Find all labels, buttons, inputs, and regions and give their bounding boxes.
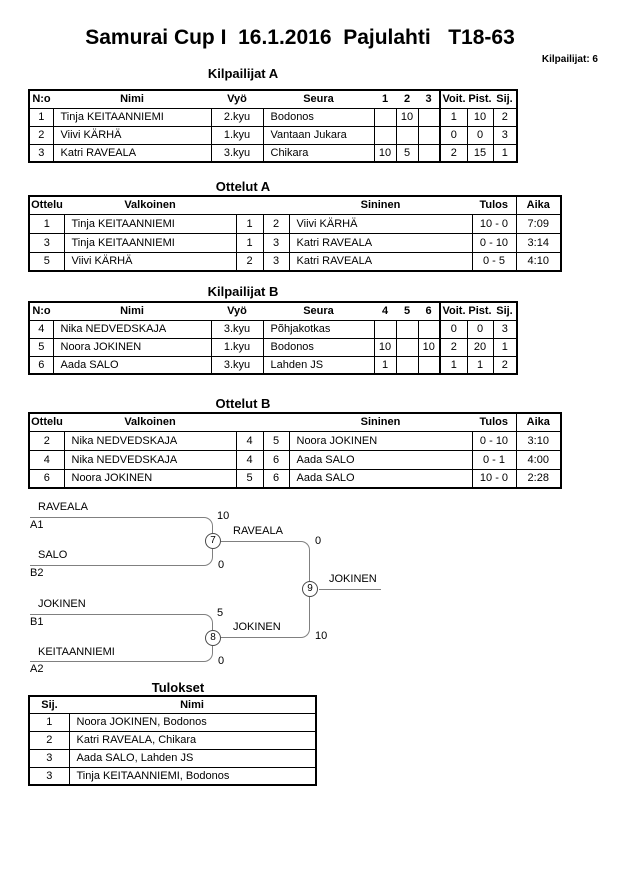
col-header-aika: Aika: [516, 413, 561, 431]
cell-nimi: Tinja KEITAANNIEMI: [53, 108, 211, 126]
cell-white-name: Noora JOKINEN: [64, 469, 236, 488]
cell-match-no: 3: [29, 233, 64, 252]
cell-blue-no: 2: [263, 214, 289, 233]
bracket-score: 0: [315, 535, 322, 547]
col-header-ottelu: Ottelu: [29, 196, 64, 214]
header-row: [29, 413, 561, 431]
cell-sij: 1: [493, 338, 517, 356]
cell-seura: Põhjakotkas: [263, 320, 374, 338]
cell-sij: 1: [493, 144, 517, 162]
table-row: [29, 356, 517, 374]
cell-result: 10 - 0: [472, 214, 516, 233]
col-header-empty: [236, 196, 263, 214]
cell-vyo: 1.kyu: [211, 338, 263, 356]
bracket-champion-name: JOKINEN: [329, 573, 377, 585]
col-header-empty: [263, 196, 289, 214]
section-heading-ottelut-b: Ottelut B: [215, 396, 271, 411]
cell-vyo: 3.kyu: [211, 356, 263, 374]
header-row: [29, 90, 517, 108]
match-number-circle: 8: [205, 630, 221, 646]
table-row: [29, 252, 561, 271]
bracket-score: 10: [217, 510, 230, 522]
cell-white-name: Tinja KEITAANNIEMI: [64, 214, 236, 233]
col-header-vyo: Vyö: [211, 302, 263, 320]
cell-nimi: Aada SALO: [53, 356, 211, 374]
cell-result: 0 - 10: [472, 431, 516, 450]
cell-match-no: 6: [29, 469, 64, 488]
col-header-tulos: Tulos: [472, 413, 516, 431]
cell-blue-no: 5: [263, 431, 289, 450]
col-header-ottelu: Ottelu: [29, 413, 64, 431]
cell-no: 1: [29, 108, 53, 126]
col-header-voit: Voit.: [440, 90, 467, 108]
cell-time: 4:10: [516, 252, 561, 271]
cell-r1: [374, 126, 396, 144]
col-header-r6: 6: [418, 302, 440, 320]
header-row: [29, 196, 561, 214]
cell-nimi: Nika NEDVEDSKAJA: [53, 320, 211, 338]
cell-r2: 5: [396, 144, 418, 162]
cell-vyo: 2.kyu: [211, 108, 263, 126]
bracket-winner-line: [221, 541, 310, 590]
cell-sij: 3: [29, 767, 69, 785]
cell-voit: 2: [440, 144, 467, 162]
page-title: Samurai Cup I 16.1.2016 Pajulahti T18-63: [85, 26, 515, 49]
cell-r5: [396, 356, 418, 374]
cell-match-no: 2: [29, 431, 64, 450]
cell-r6: 10: [418, 338, 440, 356]
cell-time: 7:09: [516, 214, 561, 233]
cell-pist: 10: [467, 108, 493, 126]
cell-vyo: 3.kyu: [211, 144, 263, 162]
cell-nimi: Katri RAVEALA, Chikara: [69, 731, 316, 749]
col-header-empty: [236, 413, 263, 431]
cell-nimi: Viivi KÄRHÄ: [53, 126, 211, 144]
cell-r1: [374, 108, 396, 126]
col-header-pist: Pist.: [467, 90, 493, 108]
cell-r4: 10: [374, 338, 396, 356]
col-header-pist: Pist.: [467, 302, 493, 320]
cell-pist: 0: [467, 320, 493, 338]
kilpailijat-b-table: [28, 301, 518, 375]
cell-time: 3:10: [516, 431, 561, 450]
cell-blue-name: Noora JOKINEN: [289, 431, 472, 450]
col-header-sininen: Sininen: [289, 196, 472, 214]
cell-time: 2:28: [516, 469, 561, 488]
cell-blue-name: Viivi KÄRHÄ: [289, 214, 472, 233]
bracket-entry-seed: A1: [30, 519, 44, 531]
cell-white-name: Nika NEDVEDSKAJA: [64, 450, 236, 469]
section-heading-ottelut-a: Ottelut A: [215, 179, 271, 194]
table-row: [29, 469, 561, 488]
header-row: [29, 696, 316, 713]
cell-pist: 20: [467, 338, 493, 356]
cell-seura: Bodonos: [263, 108, 374, 126]
col-header-sij: Sij.: [493, 302, 517, 320]
cell-sij: 3: [29, 749, 69, 767]
ottelut-a-table: [28, 195, 562, 272]
table-row: [29, 233, 561, 252]
col-header-nimi: Nimi: [53, 90, 211, 108]
table-row: [29, 713, 316, 731]
cell-white-no: 1: [236, 214, 263, 233]
cell-pist: 0: [467, 126, 493, 144]
cell-sij: 3: [493, 320, 517, 338]
cell-no: 4: [29, 320, 53, 338]
cell-no: 5: [29, 338, 53, 356]
bracket-entry-seed: B1: [30, 616, 44, 628]
bracket-winner-name: JOKINEN: [233, 621, 281, 633]
cell-blue-name: Katri RAVEALA: [289, 252, 472, 271]
cell-r4: 1: [374, 356, 396, 374]
cell-sij: 3: [493, 126, 517, 144]
cell-nimi: Tinja KEITAANNIEMI, Bodonos: [69, 767, 316, 785]
col-header-valkoinen: Valkoinen: [64, 196, 236, 214]
col-header-r5: 5: [396, 302, 418, 320]
cell-seura: Bodonos: [263, 338, 374, 356]
match-number-circle: 7: [205, 533, 221, 549]
cell-time: 4:00: [516, 450, 561, 469]
bracket-entry-name: JOKINEN: [38, 598, 86, 610]
cell-sij: 2: [493, 108, 517, 126]
cell-voit: 0: [440, 126, 467, 144]
kilpailijat-a-table: [28, 89, 518, 163]
col-header-sininen: Sininen: [289, 413, 472, 431]
cell-r3: [418, 126, 440, 144]
cell-result: 0 - 1: [472, 450, 516, 469]
cell-r1: 10: [374, 144, 396, 162]
cell-seura: Chikara: [263, 144, 374, 162]
cell-result: 0 - 10: [472, 233, 516, 252]
bracket-final-line: [319, 589, 381, 590]
cell-r3: [418, 108, 440, 126]
cell-vyo: 1.kyu: [211, 126, 263, 144]
competitors-count: Kilpailijat: 6: [541, 54, 598, 65]
col-header-nimi: Nimi: [69, 696, 316, 713]
bracket-entry-seed: B2: [30, 567, 44, 579]
cell-voit: 0: [440, 320, 467, 338]
cell-no: 2: [29, 126, 53, 144]
bracket-score: 0: [218, 655, 225, 667]
col-header-sij: Sij.: [493, 90, 517, 108]
cell-sij: 2: [493, 356, 517, 374]
cell-result: 10 - 0: [472, 469, 516, 488]
cell-white-name: Nika NEDVEDSKAJA: [64, 431, 236, 450]
bracket-entry-name: SALO: [38, 549, 68, 561]
col-header-seura: Seura: [263, 90, 374, 108]
table-row: [29, 126, 517, 144]
bracket-winner-name: RAVEALA: [233, 525, 283, 537]
cell-white-no: 4: [236, 431, 263, 450]
cell-result: 0 - 5: [472, 252, 516, 271]
table-row: [29, 108, 517, 126]
cell-white-name: Viivi KÄRHÄ: [64, 252, 236, 271]
cell-blue-no: 6: [263, 469, 289, 488]
cell-pist: 15: [467, 144, 493, 162]
col-header-r4: 4: [374, 302, 396, 320]
col-header-r3: 3: [418, 90, 440, 108]
table-row: [29, 767, 316, 785]
col-header-r1: 1: [374, 90, 396, 108]
cell-no: 3: [29, 144, 53, 162]
col-header-no: N:o: [29, 302, 53, 320]
table-row: [29, 338, 517, 356]
bracket-score: 10: [315, 630, 328, 642]
table-row: [29, 144, 517, 162]
cell-blue-name: Katri RAVEALA: [289, 233, 472, 252]
table-row: [29, 731, 316, 749]
tulokset-table: [28, 695, 317, 786]
bracket-score: 5: [217, 607, 224, 619]
cell-r5: [396, 338, 418, 356]
cell-blue-no: 6: [263, 450, 289, 469]
section-heading-kilpailijat-a: Kilpailijat A: [207, 66, 279, 81]
bracket-entry-name: RAVEALA: [38, 501, 88, 513]
cell-match-no: 1: [29, 214, 64, 233]
cell-seura: Lahden JS: [263, 356, 374, 374]
cell-vyo: 3.kyu: [211, 320, 263, 338]
header-row: [29, 302, 517, 320]
cell-r2: [396, 126, 418, 144]
table-row: [29, 749, 316, 767]
cell-nimi: Aada SALO, Lahden JS: [69, 749, 316, 767]
cell-voit: 1: [440, 108, 467, 126]
cell-white-name: Tinja KEITAANNIEMI: [64, 233, 236, 252]
cell-blue-no: 3: [263, 252, 289, 271]
cell-nimi: Katri RAVEALA: [53, 144, 211, 162]
cell-r2: 10: [396, 108, 418, 126]
cell-pist: 1: [467, 356, 493, 374]
col-header-r2: 2: [396, 90, 418, 108]
cell-r6: [418, 356, 440, 374]
cell-no: 6: [29, 356, 53, 374]
table-row: [29, 450, 561, 469]
cell-r6: [418, 320, 440, 338]
cell-white-no: 1: [236, 233, 263, 252]
cell-match-no: 5: [29, 252, 64, 271]
cell-time: 3:14: [516, 233, 561, 252]
cell-r3: [418, 144, 440, 162]
section-heading-tulokset: Tulokset: [151, 680, 205, 695]
cell-white-no: 4: [236, 450, 263, 469]
table-row: [29, 320, 517, 338]
bracket-entry-name: KEITAANNIEMI: [38, 646, 115, 658]
table-row: [29, 431, 561, 450]
col-header-tulos: Tulos: [472, 196, 516, 214]
cell-blue-no: 3: [263, 233, 289, 252]
col-header-sij: Sij.: [29, 696, 69, 713]
cell-sij: 2: [29, 731, 69, 749]
cell-nimi: Noora JOKINEN: [53, 338, 211, 356]
bracket-score: 0: [218, 559, 225, 571]
table-row: [29, 214, 561, 233]
cell-white-no: 2: [236, 252, 263, 271]
cell-nimi: Noora JOKINEN, Bodonos: [69, 713, 316, 731]
section-heading-kilpailijat-b: Kilpailijat B: [207, 284, 279, 299]
cell-blue-name: Aada SALO: [289, 469, 472, 488]
col-header-vyo: Vyö: [211, 90, 263, 108]
cell-voit: 1: [440, 356, 467, 374]
col-header-empty: [263, 413, 289, 431]
col-header-seura: Seura: [263, 302, 374, 320]
cell-voit: 2: [440, 338, 467, 356]
cell-sij: 1: [29, 713, 69, 731]
col-header-nimi: Nimi: [53, 302, 211, 320]
col-header-valkoinen: Valkoinen: [64, 413, 236, 431]
cell-blue-name: Aada SALO: [289, 450, 472, 469]
bracket-entry-seed: A2: [30, 663, 44, 675]
match-number-circle: 9: [302, 581, 318, 597]
col-header-no: N:o: [29, 90, 53, 108]
cell-white-no: 5: [236, 469, 263, 488]
col-header-aika: Aika: [516, 196, 561, 214]
cell-seura: Vantaan Jukara: [263, 126, 374, 144]
cell-r4: [374, 320, 396, 338]
cell-match-no: 4: [29, 450, 64, 469]
ottelut-b-table: [28, 412, 562, 489]
col-header-voit: Voit.: [440, 302, 467, 320]
cell-r5: [396, 320, 418, 338]
